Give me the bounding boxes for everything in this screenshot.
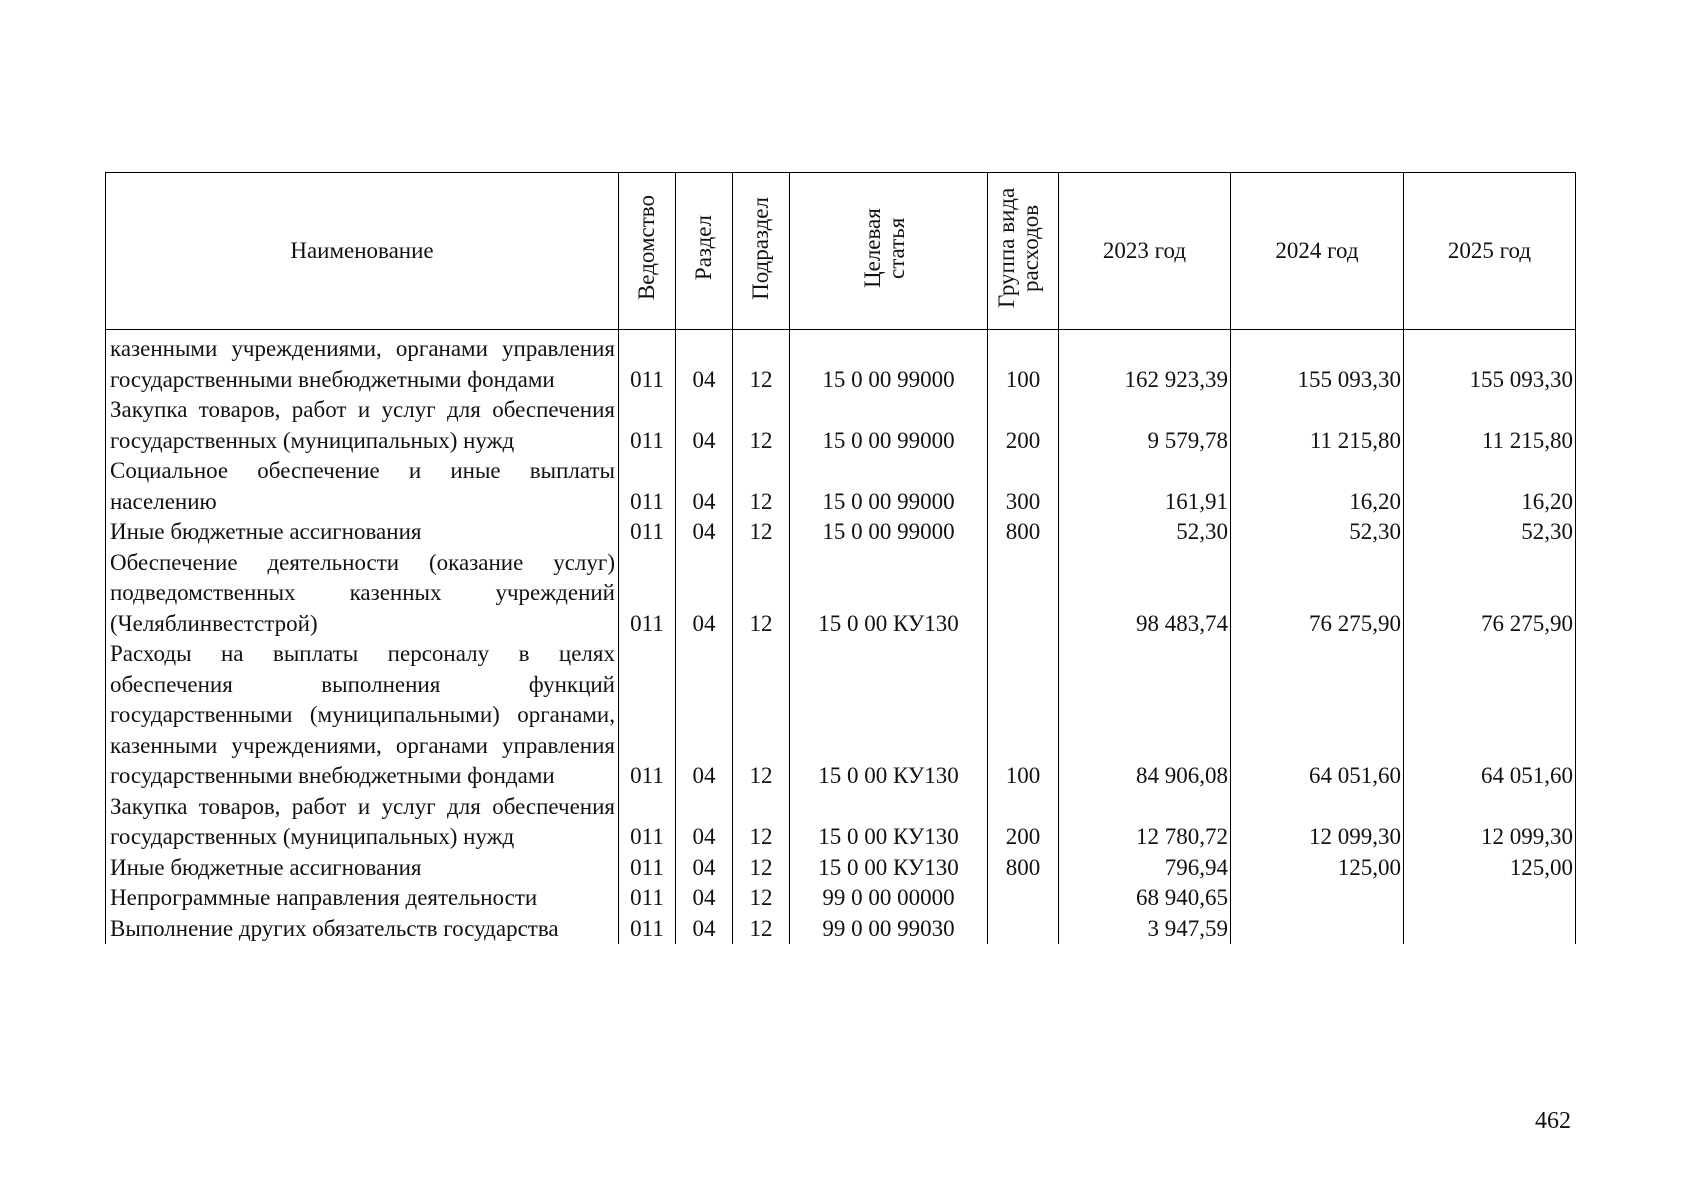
table-header (106, 173, 1576, 330)
cell-2023: 68 940,65 (1059, 883, 1231, 914)
header-expense-group: Группа вида расходов (988, 173, 1059, 330)
cell-target-article: 15 0 00 КУ130 (790, 548, 988, 640)
cell-target-article: 15 0 00 99000 (790, 330, 988, 396)
cell-name: Выполнение других обязательств государства (106, 914, 619, 945)
cell-2025 (1404, 883, 1576, 914)
cell-name: Закупка товаров, работ и услуг для обеспечения государственных (муниципальных) нужд (106, 395, 619, 456)
cell-2024: 16,20 (1231, 456, 1404, 517)
cell-name: Расходы на выплаты персоналу в целях обеспечения выполнения функций государственными (муниципальными) органами, казенными учреждениями, органами управления государственными внебюджетными фондами (106, 639, 619, 792)
cell-target-article: 15 0 00 99000 (790, 517, 988, 548)
page-number: 462 (1535, 1108, 1571, 1134)
cell-expense-group: 800 (988, 853, 1059, 884)
cell-target-article: 15 0 00 99000 (790, 456, 988, 517)
cell-target-article: 99 0 00 00000 (790, 883, 988, 914)
table-row (106, 639, 1576, 792)
cell-2023: 12 780,72 (1059, 792, 1231, 853)
cell-expense-group (988, 883, 1059, 914)
cell-section: 04 (676, 456, 733, 517)
table-row (106, 853, 1576, 884)
cell-subsection: 12 (733, 548, 790, 640)
cell-expense-group: 300 (988, 456, 1059, 517)
cell-2025: 52,30 (1404, 517, 1576, 548)
cell-2023: 796,94 (1059, 853, 1231, 884)
cell-department: 011 (619, 853, 676, 884)
cell-2023: 98 483,74 (1059, 548, 1231, 640)
cell-department: 011 (619, 395, 676, 456)
cell-expense-group: 800 (988, 517, 1059, 548)
cell-section: 04 (676, 914, 733, 945)
header-section: Раздел (676, 173, 733, 330)
cell-section: 04 (676, 639, 733, 792)
cell-department: 011 (619, 639, 676, 792)
header-2024: 2024 год (1231, 173, 1404, 330)
cell-section: 04 (676, 330, 733, 396)
table-row (106, 914, 1576, 945)
header-2023: 2023 год (1059, 173, 1231, 330)
cell-2023: 161,91 (1059, 456, 1231, 517)
cell-2024: 125,00 (1231, 853, 1404, 884)
cell-section: 04 (676, 517, 733, 548)
cell-section: 04 (676, 792, 733, 853)
cell-expense-group (988, 548, 1059, 640)
cell-target-article: 99 0 00 99030 (790, 914, 988, 945)
cell-expense-group (988, 914, 1059, 945)
cell-department: 011 (619, 517, 676, 548)
cell-2025: 12 099,30 (1404, 792, 1576, 853)
cell-2023: 3 947,59 (1059, 914, 1231, 945)
cell-department: 011 (619, 330, 676, 396)
cell-name: казенными учреждениями, органами управления государственными внебюджетными фондами (106, 330, 619, 396)
cell-subsection: 12 (733, 395, 790, 456)
cell-expense-group: 100 (988, 330, 1059, 396)
cell-subsection: 12 (733, 883, 790, 914)
table-row (106, 883, 1576, 914)
cell-2024 (1231, 914, 1404, 945)
cell-2024: 52,30 (1231, 517, 1404, 548)
cell-2025: 155 093,30 (1404, 330, 1576, 396)
cell-name: Закупка товаров, работ и услуг для обеспечения государственных (муниципальных) нужд (106, 792, 619, 853)
cell-name: Иные бюджетные ассигнования (106, 853, 619, 884)
cell-2025: 11 215,80 (1404, 395, 1576, 456)
cell-2025: 64 051,60 (1404, 639, 1576, 792)
cell-2024: 11 215,80 (1231, 395, 1404, 456)
cell-department: 011 (619, 548, 676, 640)
cell-name: Обеспечение деятельности (оказание услуг) подведомственных казенных учреждений (Челяблинвестстрой) (106, 548, 619, 640)
cell-name: Иные бюджетные ассигнования (106, 517, 619, 548)
table-row (106, 456, 1576, 517)
table-row (106, 395, 1576, 456)
cell-subsection: 12 (733, 853, 790, 884)
cell-expense-group: 200 (988, 395, 1059, 456)
header-2025: 2025 год (1404, 173, 1576, 330)
header-department: Ведомство (619, 173, 676, 330)
cell-target-article: 15 0 00 КУ130 (790, 639, 988, 792)
cell-name: Социальное обеспечение и иные выплаты населению (106, 456, 619, 517)
cell-section: 04 (676, 395, 733, 456)
cell-target-article: 15 0 00 КУ130 (790, 853, 988, 884)
cell-target-article: 15 0 00 99000 (790, 395, 988, 456)
cell-2023: 162 923,39 (1059, 330, 1231, 396)
cell-2024 (1231, 883, 1404, 914)
header-target-article: Целевая статья (790, 173, 988, 330)
cell-section: 04 (676, 548, 733, 640)
cell-2023: 9 579,78 (1059, 395, 1231, 456)
cell-section: 04 (676, 853, 733, 884)
cell-expense-group: 200 (988, 792, 1059, 853)
table-row (106, 330, 1576, 396)
cell-2025 (1404, 914, 1576, 945)
cell-subsection: 12 (733, 330, 790, 396)
table-row (106, 548, 1576, 640)
cell-section: 04 (676, 883, 733, 914)
cell-department: 011 (619, 792, 676, 853)
cell-2025: 76 275,90 (1404, 548, 1576, 640)
cell-department: 011 (619, 914, 676, 945)
cell-subsection: 12 (733, 456, 790, 517)
cell-department: 011 (619, 456, 676, 517)
cell-2024: 64 051,60 (1231, 639, 1404, 792)
cell-subsection: 12 (733, 517, 790, 548)
header-name: Наименование (106, 173, 619, 330)
cell-subsection: 12 (733, 914, 790, 945)
table-row (106, 517, 1576, 548)
cell-target-article: 15 0 00 КУ130 (790, 792, 988, 853)
header-subsection: Подраздел (733, 173, 790, 330)
cell-2025: 16,20 (1404, 456, 1576, 517)
cell-expense-group: 100 (988, 639, 1059, 792)
cell-department: 011 (619, 883, 676, 914)
table-body (106, 330, 1576, 945)
budget-table (105, 172, 1576, 944)
cell-2025: 125,00 (1404, 853, 1576, 884)
cell-subsection: 12 (733, 792, 790, 853)
cell-2023: 52,30 (1059, 517, 1231, 548)
cell-2023: 84 906,08 (1059, 639, 1231, 792)
table-row (106, 792, 1576, 853)
cell-2024: 76 275,90 (1231, 548, 1404, 640)
cell-2024: 12 099,30 (1231, 792, 1404, 853)
cell-2024: 155 093,30 (1231, 330, 1404, 396)
cell-subsection: 12 (733, 639, 790, 792)
cell-name: Непрограммные направления деятельности (106, 883, 619, 914)
